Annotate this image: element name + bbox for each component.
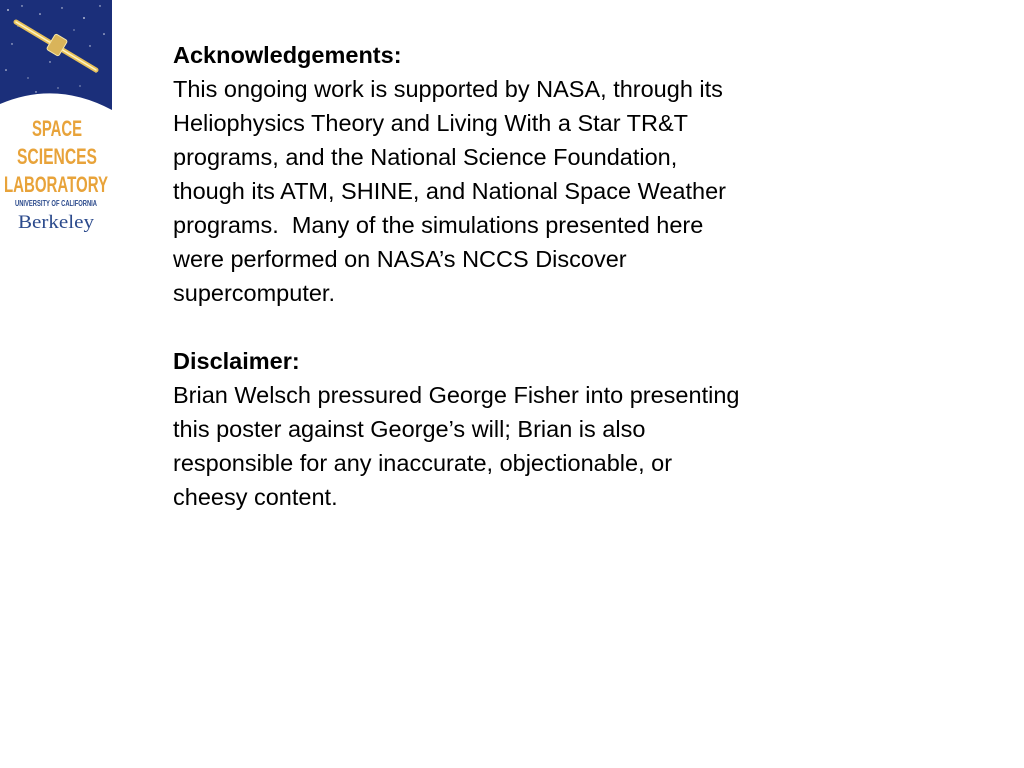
disclaimer-section <box>173 344 873 514</box>
acknowledgements-line: programs, and the National Science Foundation, <box>173 144 678 170</box>
disclaimer-heading: Disclaimer: <box>173 348 300 374</box>
acknowledgements-line: Heliophysics Theory and Living With a Star TR&T <box>173 110 689 136</box>
logo-line-2: SCIENCES <box>17 144 97 169</box>
ssl-wordmark <box>4 116 108 208</box>
acknowledgements-line: supercomputer. <box>173 280 335 306</box>
acknowledgements-line: programs. Many of the simulations presented here <box>173 212 704 238</box>
logo-campus: Berkeley <box>18 212 95 233</box>
logo-university: UNIVERSITY OF CALIFORNIA <box>15 199 98 208</box>
logo-line-1: SPACE <box>32 116 82 141</box>
acknowledgements-heading: Acknowledgements: <box>173 42 402 68</box>
acknowledgements-section <box>173 38 873 310</box>
disclaimer-line: Brian Welsch pressured George Fisher into presenting <box>173 382 740 408</box>
disclaimer-line: responsible for any inaccurate, objectionable, or <box>173 450 673 476</box>
section-spacer <box>173 310 873 344</box>
ssl-logo <box>0 0 112 240</box>
disclaimer-line: cheesy content. <box>173 484 338 510</box>
acknowledgements-line: This ongoing work is supported by NASA, through its <box>173 76 723 102</box>
disclaimer-line: this poster against George’s will; Brian is also <box>173 416 646 442</box>
acknowledgements-line: were performed on NASA’s NCCS Discover <box>173 246 627 272</box>
poster-text <box>173 38 873 514</box>
acknowledgements-line: though its ATM, SHINE, and National Space Weather <box>173 178 726 204</box>
logo-line-3: LABORATORY <box>4 172 109 197</box>
